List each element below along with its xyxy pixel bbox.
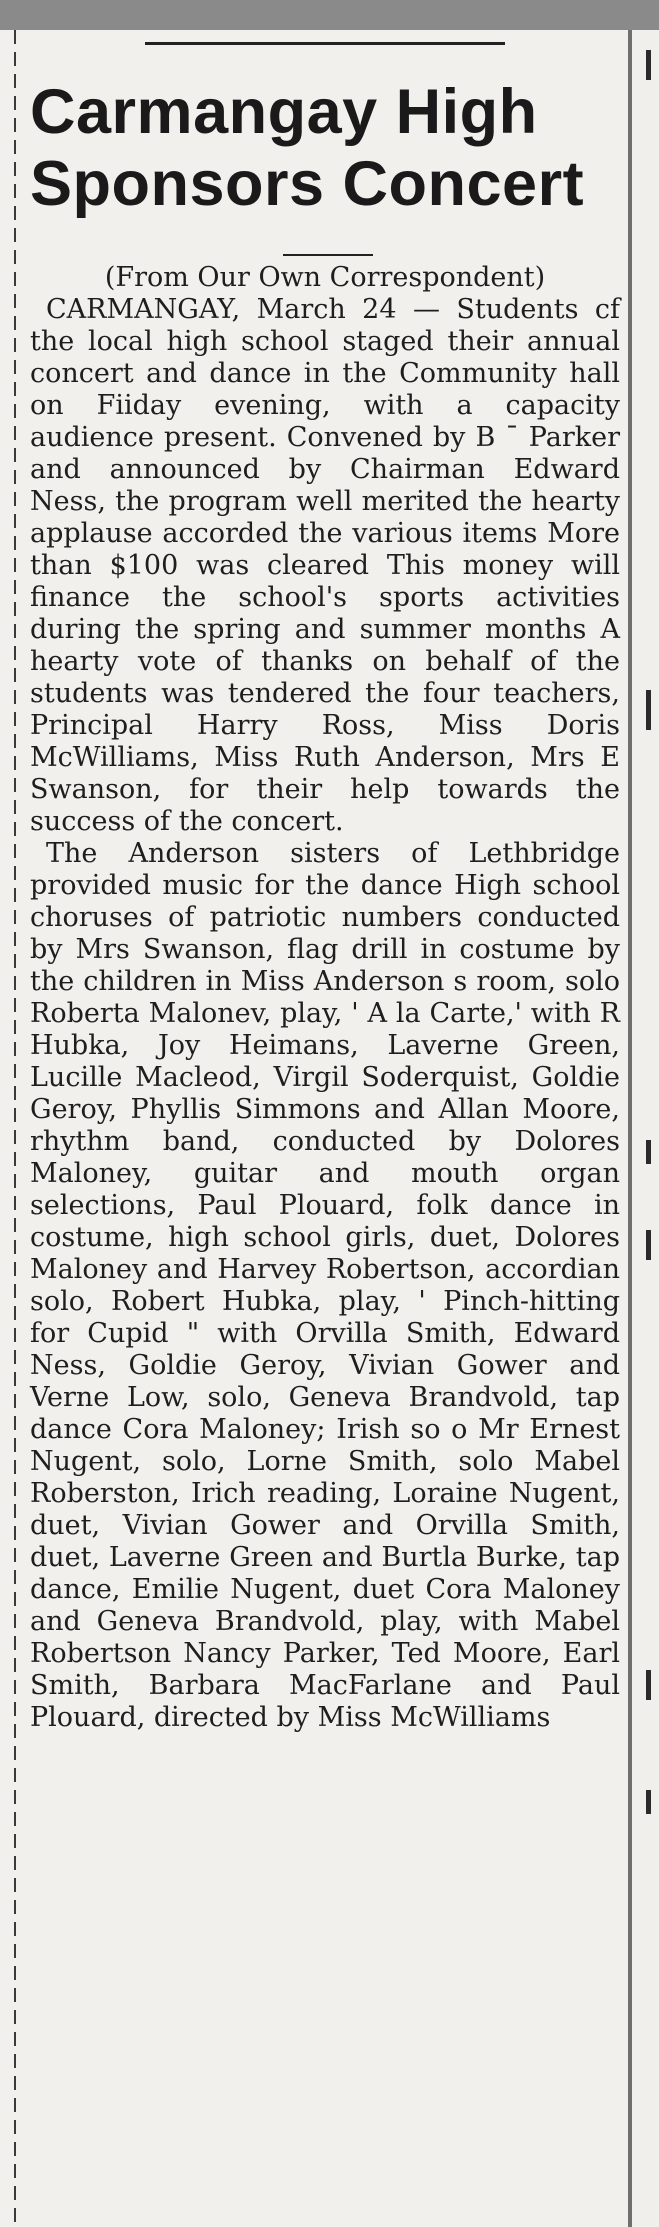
stray-mark [646, 1790, 651, 1814]
paragraph: CARMANGAY, March 24 — Students cf the local high school staged their annual concert and dance in the Community hall on Fiiday evening, with a capacity audience present. Convened by B ˉ Parker and announced by Chairman Edward Ness, the program well merited the hearty applause accorded the various items More than $100 was cleared This money will finance the school's sports activities during the spring and summer months A hearty vote of thanks on behalf of the students was tendered the four teachers, Principal Harry Ross, Miss Doris McWilliams, Miss Ruth Anderson, Mrs E Swanson, for their help towards the success of the concert. [30, 294, 620, 837]
stray-mark [646, 1140, 651, 1164]
column-divider-left [14, 30, 16, 2227]
headline-rule [283, 254, 373, 256]
scan-top-margin [0, 0, 659, 30]
adjacent-column-edge [628, 30, 659, 2227]
byline: (From Our Own Correspondent) [104, 262, 546, 293]
stray-mark [646, 1230, 651, 1260]
paragraph: The Anderson sisters of Lethbridge provided music for the dance High school choruses of patriotic numbers conducted by Mrs Swanson, flag drill in costume by the children in Miss Anderson s room, solo Roberta Malonev, play, ' A la Carte,' with R Hubka, Joy Heimans, Laverne Green, Lucille Macleod, Virgil Soderquist, Goldie Geroy, Phyllis Simmons and Allan Moore, rhythm band, conducted by Dolores Maloney, guitar and mouth organ selections, Paul Plouard, folk dance in costume, high school girls, duet, Dolores Maloney and Harvey Robertson, accordian solo, Robert Hubka, play, ' Pinch-hitting for Cupid " with Orvilla Smith, Edward Ness, Goldie Geroy, Vivian Gower and Verne Low, solo, Geneva Brandvold, tap dance Cora Maloney; Irish so o Mr Ernest Nugent, solo, Lorne Smith, solo Mabel Roberston, Irich reading, Loraine Nugent, duet, Vivian Gower and Orvilla Smith, duet, Laverne Green and Burtla Burke, tap dance, Emilie Nugent, duet Cora Maloney and Geneva Brandvold, play, with Mabel Robertson Nancy Parker, Ted Moore, Earl Smith, Barbara MacFarlane and Paul Plouard, directed by Miss McWilliams [30, 838, 620, 1733]
header-rule [145, 42, 505, 45]
stray-mark [646, 1670, 651, 1700]
article-body [30, 262, 620, 1734]
stray-mark [646, 50, 651, 80]
headline: Carmangay High Sponsors Concert [30, 77, 585, 219]
stray-mark [646, 690, 651, 730]
